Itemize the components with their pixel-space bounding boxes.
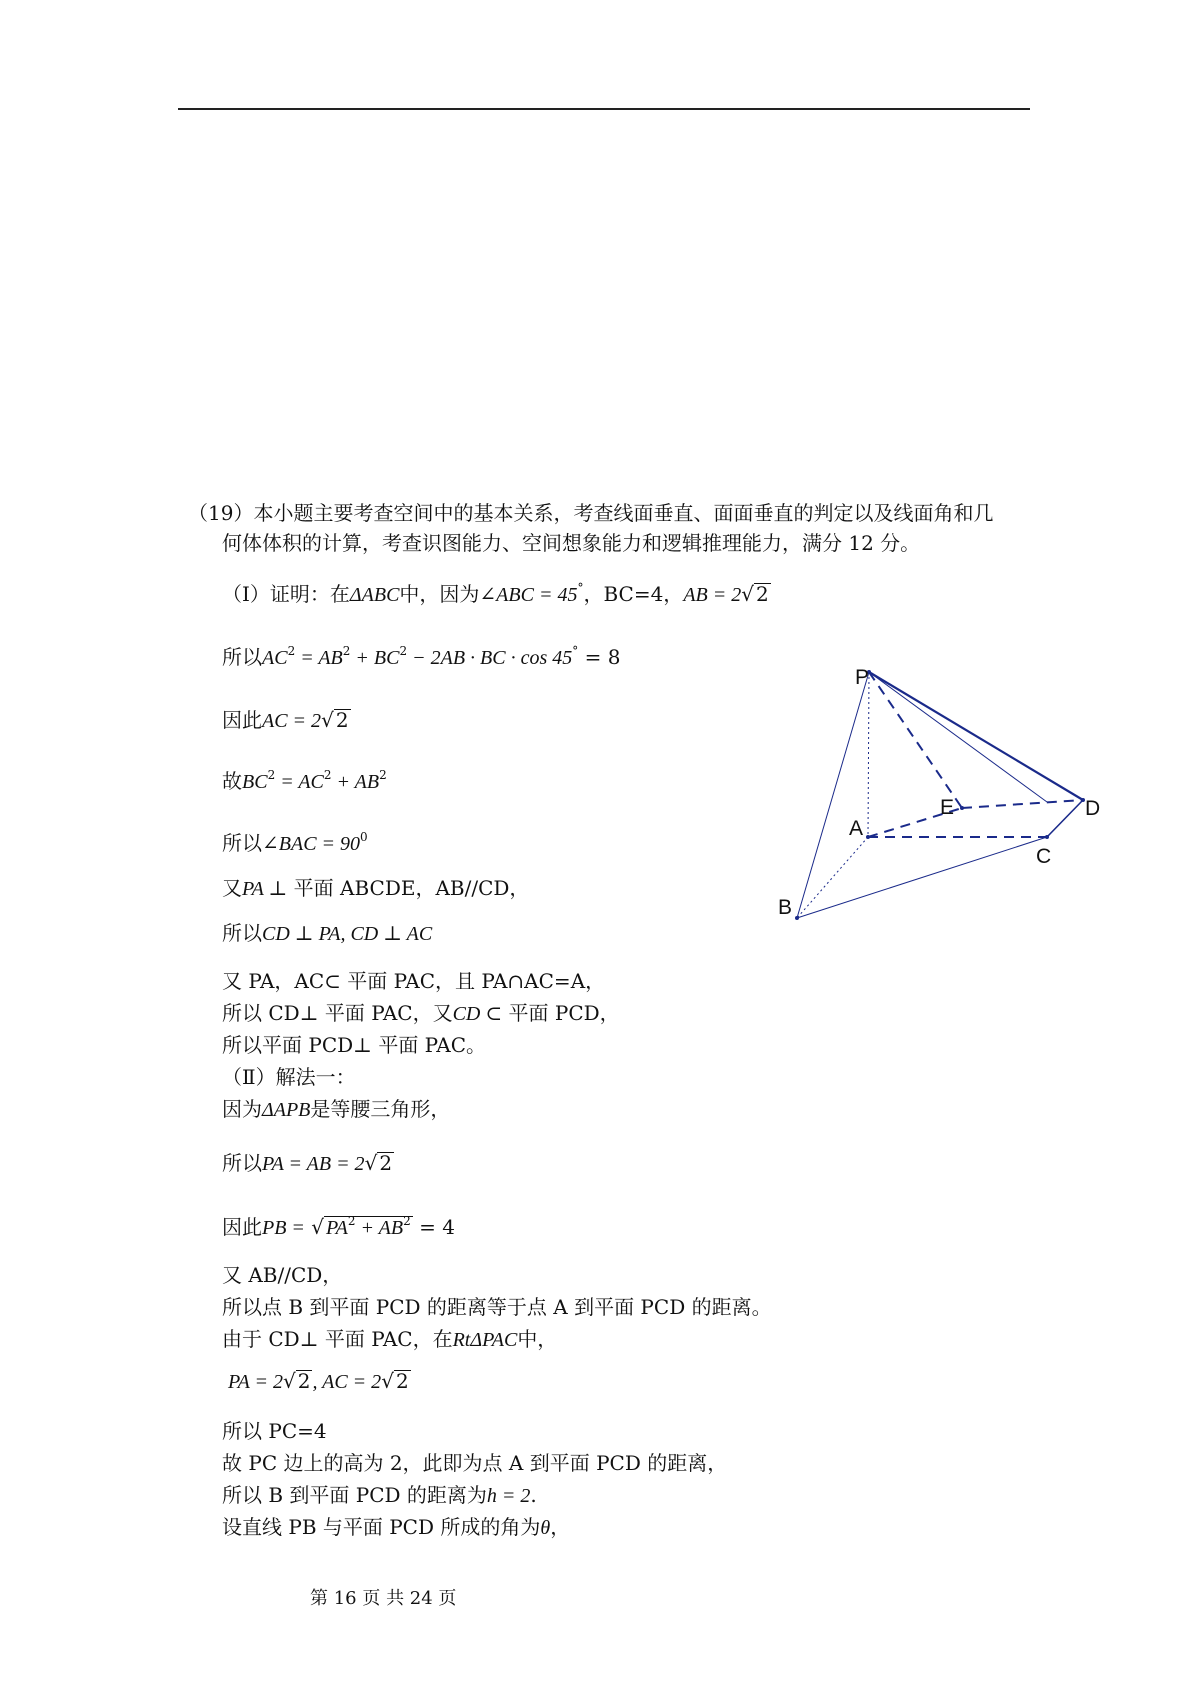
vertex-C (1045, 835, 1049, 839)
part2-line-2: 因为ΔAPB是等腰三角形， (222, 1097, 451, 1121)
part2-line-5: 又 AB//CD， (222, 1263, 343, 1287)
edge-DC (1047, 800, 1083, 837)
part1-line-10: 所以平面 PCD⊥ 平面 PAC。 (222, 1033, 487, 1057)
label-D: D (1085, 797, 1100, 820)
edge-AB (797, 837, 868, 918)
part2-line-3: 所以PA = AB = 2√ 2 (222, 1151, 393, 1175)
part2-line-8: PA = 2√ 2 , AC = 2√ 2 (228, 1369, 409, 1393)
label-C: C (1036, 845, 1052, 868)
edge-PA (868, 672, 869, 837)
part1-line-3: 因此AC = 2√ 2 (222, 708, 349, 732)
edge-PE (869, 672, 962, 808)
part1-line-9: 所以 CD⊥ 平面 PAC，又CD ⊂ 平面 PCD， (222, 1001, 620, 1025)
edge-BC (797, 837, 1047, 918)
pyramid-figure (770, 660, 1100, 930)
edge-PD (869, 672, 1083, 800)
part1-line-4: 故$BC^2 = AC^2 + AB^2$ (222, 768, 387, 793)
label-B: B (778, 896, 793, 919)
vertex-A (866, 835, 870, 839)
part2-line-12: 设直线 PB 与平面 PCD 所成的角为θ， (222, 1515, 571, 1539)
part2-line-4: 因此PB = √ $PA^2 + AB^2 = 4$ (222, 1214, 455, 1239)
label-E: E (940, 796, 955, 819)
vertex-E (960, 806, 964, 810)
part2-line-10: 故 PC 边上的高为 2，此即为点 A 到平面 PCD 的距离， (222, 1451, 728, 1475)
part2-line-9: 所以 PC=4 (222, 1419, 327, 1443)
header-rule (178, 108, 1030, 110)
label-A: A (849, 817, 864, 840)
intro-line-1: （19）本小题主要考查空间中的基本关系，考查线面垂直、面面垂直的判定以及线面角和几 (188, 501, 994, 525)
page-footer: 第 16 页 共 24 页 (310, 1588, 457, 1609)
vertex-B (795, 916, 799, 920)
part1-line-2: 所以$AC^2 = AB^2 + BC^2 - 2AB$ · BC · cos 45° = 8 (222, 644, 621, 669)
part1-line-1: （Ⅰ）证明：在ΔABC中，因为∠ABC = 45°，BC=4，AB = 2√ 2 (222, 581, 769, 606)
label-P: P (855, 666, 870, 689)
part1-line-7: 所以CD ⊥ PA, CD ⊥ AC (222, 921, 433, 945)
edge-ED (962, 800, 1083, 808)
edge-PC (869, 672, 1047, 802)
part2-line-1: （Ⅱ）解法一： (222, 1065, 356, 1089)
part2-line-11: 所以 B 到平面 PCD 的距离为h = 2. (222, 1483, 537, 1507)
edge-PB (797, 672, 869, 918)
part1-line-6: 又PA ⊥ 平面 ABCDE，AB//CD， (222, 876, 530, 900)
part2-line-6: 所以点 B 到平面 PCD 的距离等于点 A 到平面 PCD 的距离。 (222, 1295, 772, 1319)
part1-line-8: 又 PA，AC⊂ 平面 PAC，且 PA∩AC=A， (222, 969, 606, 993)
part2-line-7: 由于 CD⊥ 平面 PAC，在RtΔPAC中， (222, 1327, 558, 1351)
intro-line-2: 何体体积的计算，考查识图能力、空间想象能力和逻辑推理能力，满分 12 分。 (222, 531, 921, 555)
part1-line-5: 所以∠BAC = $90^0$ (222, 830, 368, 855)
